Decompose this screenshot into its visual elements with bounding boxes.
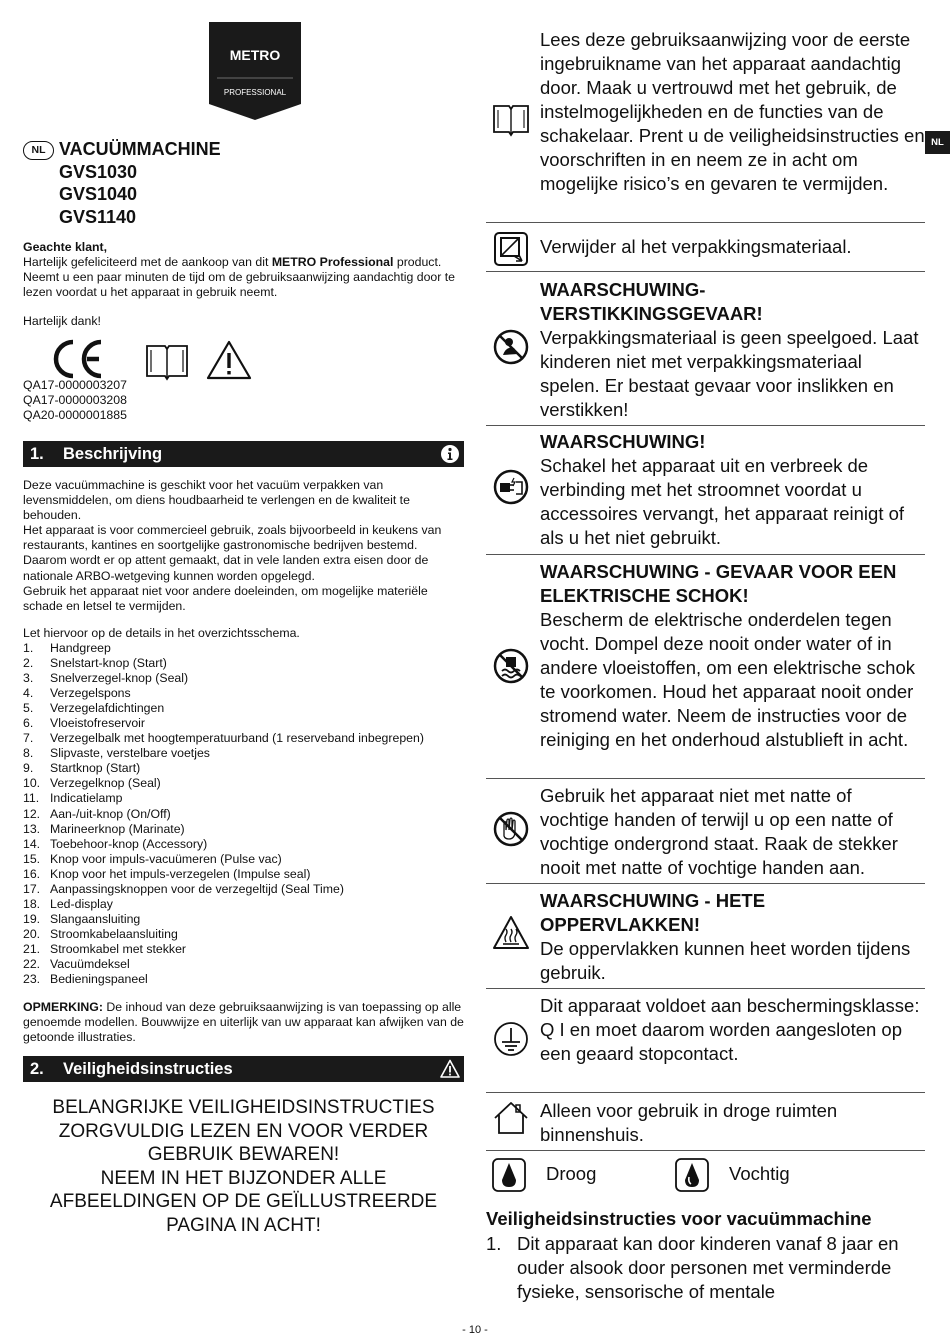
important-line: NEEM IN HET BIJZONDER ALLE xyxy=(100,1167,387,1189)
divider xyxy=(486,1092,925,1093)
list-item xyxy=(23,852,424,867)
packaging-removal-icon xyxy=(492,230,530,268)
description-paragraph: Deze vacuümmachine is geschikt voor het vacuüm verpakken van levensmiddelen, om diens houdbaarheid te verlengen en de kwaliteit te behouden. xyxy=(23,478,410,523)
parts-intro: Let hiervoor op de details in het overzichtsschema. xyxy=(23,626,300,640)
part-number: 23. xyxy=(23,972,41,987)
part-number: 16. xyxy=(23,866,41,881)
important-line: BELANGRIJKE VEILIGHEIDSINSTRUCTIES xyxy=(52,1097,435,1118)
safety-body: Verpakkingsmateriaal is geen speelgoed. Laat kinderen niet met verpakkingsmateriaal spelen. Er bestaat gevaar voor inslikken en verstikken! xyxy=(540,327,919,420)
part-label: Verzegelknop (Seal) xyxy=(50,776,161,791)
safety-body: Verwijder al het verpakkingsmateriaal. xyxy=(540,236,852,257)
no-wet-hands-icon xyxy=(492,810,530,848)
vacuum-safety-heading: Veiligheidsinstructies voor vacuümmachine xyxy=(486,1208,872,1229)
note-text: De inhoud van deze gebruiksaanwijzing is van toepassing op alle genoemde modellen. Bouwwijze en uiterlijk van uw apparaat kan afwijken van de getoonde illustraties. xyxy=(23,1000,464,1045)
safety-heading: WAARSCHUWING- VERSTIKKINGSGEVAAR! xyxy=(540,279,763,324)
ground-icon xyxy=(492,1020,530,1058)
qa-code: QA20-0000001885 xyxy=(23,408,127,423)
divider xyxy=(486,425,925,426)
safety-text xyxy=(540,235,925,259)
intro-text xyxy=(23,240,464,300)
part-number: 18. xyxy=(23,896,41,911)
important-line: PAGINA IN ACHT! xyxy=(166,1214,321,1236)
part-label: Vacuümdeksel xyxy=(50,956,130,971)
list-item xyxy=(23,882,424,897)
language-tab: NL xyxy=(925,131,950,154)
house-icon xyxy=(492,1099,530,1137)
part-number: 15. xyxy=(23,851,41,866)
safety-text xyxy=(540,1099,925,1147)
part-label: Knop voor het impuls-verzegelen (Impulse seal) xyxy=(50,866,311,881)
part-label: Marineerknop (Marinate) xyxy=(50,821,185,836)
list-item xyxy=(23,701,424,716)
part-number: 6. xyxy=(23,716,34,731)
divider xyxy=(486,883,925,884)
info-icon xyxy=(440,444,460,464)
safety-text xyxy=(540,784,925,880)
logo-brand: METRO xyxy=(229,47,281,63)
note-label: OPMERKING: xyxy=(23,1000,103,1014)
divider xyxy=(486,554,925,555)
safety-body: De oppervlakken kunnen heet worden tijdens gebruik. xyxy=(540,938,911,983)
product-name: VACUÜMMACHINE xyxy=(59,139,221,159)
part-label: Verzegelspons xyxy=(50,686,131,701)
safety-body: Lees deze gebruiksaanwijzing voor de eerste ingebruikname van het apparaat aandachtig door. Maak u vertrouwd met het gebruik, de instelmogelijkheden en de functies van de schakelaar. Prent u de veiligheidsinstructies en voorschriften in en neem ze in acht om mogelijke risico’s en gevaren te vermijden. xyxy=(540,29,925,194)
safety-text xyxy=(540,430,925,550)
section-2-header xyxy=(23,1056,464,1082)
qa-codes xyxy=(23,378,127,423)
item-text: Dit apparaat kan door kinderen vanaf 8 jaar en ouder alsook door personen met verminderde fysieke, sensorische of mentale xyxy=(517,1233,899,1302)
warning-triangle-icon xyxy=(208,342,250,378)
part-label: Slipvaste, verstelbare voetjes xyxy=(50,746,210,761)
part-label: Snelstart-knop (Start) xyxy=(50,656,167,671)
section-number: 1. xyxy=(30,445,44,463)
model-2: GVS1040 xyxy=(59,184,138,205)
warning-triangle-icon xyxy=(440,1059,460,1079)
part-label: Vloeistofreservoir xyxy=(50,716,145,731)
intro-line-1: Hartelijk gefeliciteerd met de aankoop van dit METRO Professional product. xyxy=(23,255,442,270)
safety-heading: WAARSCHUWING - HETE OPPERVLAKKEN! xyxy=(540,890,766,935)
part-label: Startknop (Start) xyxy=(50,761,141,776)
part-number: 12. xyxy=(23,806,41,821)
thanks-text: Hartelijk dank! xyxy=(23,314,101,328)
safety-text xyxy=(540,28,925,196)
section-number: 2. xyxy=(30,1060,44,1078)
language-badge: NL xyxy=(23,141,54,160)
list-item xyxy=(23,686,424,701)
part-label: Knop voor impuls-vacuümeren (Pulse vac) xyxy=(50,851,282,866)
list-item xyxy=(23,791,424,806)
part-label: Snelverzegel-knop (Seal) xyxy=(50,671,189,686)
safety-text xyxy=(540,278,925,422)
book-icon xyxy=(492,100,530,138)
part-number: 11. xyxy=(23,791,40,806)
part-number: 17. xyxy=(23,881,41,896)
part-label: Stroomkabelaansluiting xyxy=(50,926,178,941)
safety-heading: WAARSCHUWING - GEVAAR VOOR EEN ELEKTRISCHE SCHOK! xyxy=(540,561,897,606)
safety-body: Bescherm de elektrische onderdelen tegen vocht. Dompel deze nooit onder water of in andere vloeistoffen, om een elektrische schok te voorkomen. Houd het apparaat nooit onder stromend water. Neem de instructies voor de reiniging en het onderhoud alstublieft in acht. xyxy=(540,609,916,750)
safety-heading: WAARSCHUWING! xyxy=(540,431,706,452)
description-paragraph: Gebruik het apparaat niet voor andere doeleinden, om mogelijke materiële schade en letsel te vermijden. xyxy=(23,583,428,613)
list-item xyxy=(23,867,424,882)
part-label: Verzegelafdichtingen xyxy=(50,701,165,716)
certification-symbols xyxy=(49,336,279,382)
part-number: 1. xyxy=(23,641,34,655)
model-3: GVS1140 xyxy=(59,206,137,227)
metro-logo xyxy=(209,22,301,120)
ce-mark-icon xyxy=(56,342,101,376)
important-instructions xyxy=(23,1096,464,1238)
manual-book-icon xyxy=(147,346,187,379)
list-item xyxy=(23,822,424,837)
section-1-header xyxy=(23,441,464,467)
part-number: 5. xyxy=(23,701,34,716)
list-item xyxy=(23,837,424,852)
wet-label: Vochtig xyxy=(729,1163,790,1184)
divider xyxy=(486,778,925,779)
logo-sub: PROFESSIONAL xyxy=(223,88,287,97)
part-number: 9. xyxy=(23,761,34,776)
section-title: Beschrijving xyxy=(63,445,163,463)
list-item xyxy=(23,656,424,671)
list-item xyxy=(23,641,424,656)
list-item xyxy=(23,761,424,776)
part-number: 4. xyxy=(23,686,34,701)
list-item xyxy=(23,731,424,746)
intro-line-2: Neemt u een paar minuten de tijd om de gebruiksaanwijzing aandachtig door te lezen voordat u het apparaat in gebruik neemt. xyxy=(23,270,456,300)
part-label: Toebehoor-knop (Accessory) xyxy=(50,836,208,851)
part-label: Led-display xyxy=(50,896,113,911)
part-label: Stroomkabel met stekker xyxy=(50,941,186,956)
divider xyxy=(486,988,925,989)
no-child-packaging-icon xyxy=(492,328,530,366)
list-item xyxy=(23,716,424,731)
dry-wet-legend xyxy=(486,1155,925,1195)
important-line: AFBEELDINGEN OP DE GEÏLLUSTREERDE xyxy=(49,1191,438,1213)
part-number: 22. xyxy=(23,956,41,971)
part-label: Handgreep xyxy=(50,641,111,655)
divider xyxy=(486,222,925,223)
list-item xyxy=(23,942,424,957)
page-number: - 10 - xyxy=(462,1324,488,1336)
part-number: 10. xyxy=(23,776,41,791)
part-number: 19. xyxy=(23,911,41,926)
part-label: Verzegelbalk met hoogtemperatuurband (1 reserveband inbegrepen) xyxy=(50,731,424,746)
list-item xyxy=(23,927,424,942)
part-label: Bedieningspaneel xyxy=(50,972,148,987)
part-number: 13. xyxy=(23,821,41,836)
unplug-icon xyxy=(492,468,530,506)
part-number: 3. xyxy=(23,671,34,686)
safety-text xyxy=(540,889,925,985)
no-water-icon xyxy=(492,647,530,685)
part-number: 14. xyxy=(23,836,41,851)
part-label: Slangaansluiting xyxy=(50,911,141,926)
part-number: 8. xyxy=(23,746,34,761)
part-number: 7. xyxy=(23,731,34,746)
product-title xyxy=(59,138,221,228)
list-item xyxy=(23,807,424,822)
dry-drop-icon xyxy=(492,1158,526,1192)
list-item xyxy=(23,957,424,972)
important-line: GEBRUIK BEWAREN! xyxy=(147,1144,340,1166)
description-paragraph: Daarom wordt er op attent gemaakt, dat in vele landen extra eisen door de nationale ARBO-wetgeving kunnen worden opgelegd. xyxy=(23,553,429,583)
part-label: Indicatielamp xyxy=(50,791,123,806)
description xyxy=(23,478,464,614)
list-item xyxy=(23,897,424,912)
safety-text xyxy=(540,560,925,752)
safety-body: Schakel het apparaat uit en verbreek de verbinding met het stroomnet voordat u accessoires vervangt, het apparaat reinigt of als u het niet gebruikt. xyxy=(540,455,905,548)
description-paragraph: Het apparaat is voor commercieel gebruik, zoals bijvoorbeeld in keukens van restaurants, kantines en soortgelijke gastronomische bedrijven bestemd. xyxy=(23,523,442,553)
part-number: 2. xyxy=(23,656,34,671)
model-1: GVS1030 xyxy=(59,161,138,182)
safety-body: Dit apparaat voldoet aan beschermingsklasse: Q I en moet daarom worden aangesloten op een geaard stopcontact. xyxy=(540,995,920,1064)
safety-text xyxy=(540,994,925,1066)
part-label: Aanpassingsknoppen voor de verzegeltijd (Seal Time) xyxy=(50,881,344,896)
safety-body: Alleen voor gebruik in droge ruimten binnenshuis. xyxy=(540,1100,838,1145)
divider xyxy=(486,271,925,272)
list-item xyxy=(23,746,424,761)
note xyxy=(23,1000,464,1045)
parts-list xyxy=(23,641,424,987)
qa-code: QA17-0000003208 xyxy=(23,393,127,408)
hot-surface-icon xyxy=(492,914,530,952)
important-line: ZORGVULDIG LEZEN EN VOOR VERDER xyxy=(58,1120,429,1142)
part-number: 20. xyxy=(23,926,41,941)
list-item xyxy=(23,912,424,927)
list-item xyxy=(23,972,424,987)
greeting: Geachte klant, xyxy=(23,240,108,254)
dry-label: Droog xyxy=(546,1163,597,1184)
divider xyxy=(486,1150,925,1151)
qa-code: QA17-0000003207 xyxy=(23,378,127,392)
list-item xyxy=(23,671,424,686)
safety-body: Gebruik het apparaat niet met natte of vochtige handen of terwijl u op een natte of vochtige ondergrond staat. Raak de stekker nooit met natte of vochtige handen aan. xyxy=(540,785,898,878)
part-number: 21. xyxy=(23,941,41,956)
wet-drop-icon xyxy=(675,1158,709,1192)
item-number: 1. xyxy=(486,1233,502,1254)
part-label: Aan-/uit-knop (On/Off) xyxy=(50,806,171,821)
list-item xyxy=(23,776,424,791)
section-title: Veiligheidsinstructies xyxy=(63,1060,233,1078)
